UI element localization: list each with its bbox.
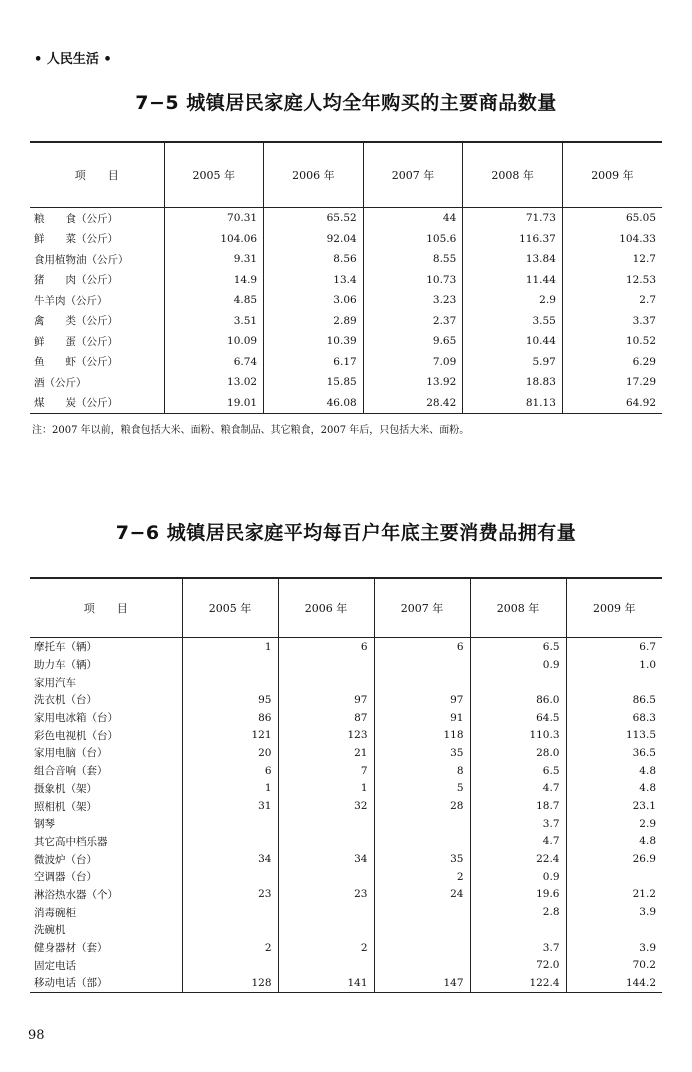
column-header: 2008 年	[463, 142, 563, 208]
row-label: 鱼 虾（公斤）	[34, 356, 118, 369]
cell-value: 8.56	[264, 249, 364, 270]
cell-value: 7.09	[363, 352, 463, 373]
cell-value	[182, 921, 278, 939]
section-header: • 人民生活 •	[34, 52, 112, 67]
cell-value: 19.01	[164, 393, 264, 414]
cell-value: 6.74	[164, 352, 264, 373]
table1-title: 7−5 城镇居民家庭人均全年购买的主要商品数量	[135, 92, 557, 114]
cell-value: 4.8	[566, 833, 662, 851]
cell-value: 4.8	[566, 762, 662, 780]
cell-value: 10.52	[562, 331, 662, 352]
cell-value: 97	[374, 691, 470, 709]
cell-value	[566, 921, 662, 939]
cell-value: 64.5	[470, 709, 566, 727]
column-header: 2006 年	[278, 578, 374, 638]
cell-value: 110.3	[470, 726, 566, 744]
cell-value: 5.97	[463, 352, 563, 373]
table-row	[30, 709, 662, 727]
cell-value: 17.29	[562, 372, 662, 393]
cell-value: 1	[182, 780, 278, 798]
row-label: 粮 食（公斤）	[34, 212, 118, 225]
row-label: 食用植物油（公斤）	[34, 253, 129, 266]
column-header: 2005 年	[164, 142, 264, 208]
table-row	[30, 974, 662, 992]
page-number: 98	[28, 1028, 45, 1043]
table-row	[30, 270, 662, 291]
cell-value: 3.51	[164, 311, 264, 332]
cell-value	[182, 956, 278, 974]
cell-value: 3.06	[264, 290, 364, 311]
column-header: 2005 年	[182, 578, 278, 638]
table-row	[30, 850, 662, 868]
cell-value: 65.05	[562, 208, 662, 229]
row-label: 彩色电视机（台）	[34, 729, 118, 742]
cell-value: 6	[374, 638, 470, 656]
cell-value: 147	[374, 974, 470, 992]
row-label: 空调器（台）	[34, 871, 97, 884]
cell-value: 65.52	[264, 208, 364, 229]
table1-note: 注：2007 年以前，粮食包括大米、面粉、粮食制品、其它粮食，2007 年后，只包括大米、面粉。	[32, 425, 470, 436]
column-header: 2006 年	[264, 142, 364, 208]
row-label: 家用汽车	[34, 676, 76, 689]
row-label: 牛羊肉（公斤）	[34, 294, 108, 307]
row-label: 鲜 蛋（公斤）	[34, 335, 118, 348]
cell-value: 1.0	[566, 656, 662, 674]
cell-value	[182, 868, 278, 886]
cell-value: 23	[278, 886, 374, 904]
column-header: 项 目	[30, 578, 182, 638]
cell-value: 23.1	[566, 797, 662, 815]
cell-value: 3.7	[470, 939, 566, 957]
table-row	[30, 833, 662, 851]
table-row	[30, 956, 662, 974]
cell-value: 104.06	[164, 229, 264, 250]
cell-value: 10.39	[264, 331, 364, 352]
cell-value: 6.5	[470, 762, 566, 780]
cell-value	[182, 673, 278, 691]
cell-value: 6.17	[264, 352, 364, 373]
cell-value	[374, 921, 470, 939]
cell-value: 8	[374, 762, 470, 780]
cell-value: 116.37	[463, 229, 563, 250]
table2-durables	[30, 577, 662, 993]
table-row	[30, 691, 662, 709]
column-header: 2007 年	[374, 578, 470, 638]
cell-value: 122.4	[470, 974, 566, 992]
table-row	[30, 886, 662, 904]
cell-value: 11.44	[463, 270, 563, 291]
cell-value: 0.9	[470, 656, 566, 674]
column-header: 2009 年	[566, 578, 662, 638]
cell-value: 10.44	[463, 331, 563, 352]
cell-value: 3.9	[566, 939, 662, 957]
row-label: 酒（公斤）	[34, 376, 87, 389]
cell-value	[278, 921, 374, 939]
row-label: 照相机（架）	[34, 800, 97, 813]
table-row	[30, 331, 662, 352]
cell-value: 2.8	[470, 903, 566, 921]
cell-value	[374, 833, 470, 851]
cell-value	[182, 903, 278, 921]
cell-value: 0.9	[470, 868, 566, 886]
cell-value: 3.23	[363, 290, 463, 311]
cell-value: 21.2	[566, 886, 662, 904]
cell-value: 10.09	[164, 331, 264, 352]
table1-header-row	[30, 142, 662, 208]
table-row	[30, 726, 662, 744]
table-row	[30, 797, 662, 815]
cell-value: 6	[182, 762, 278, 780]
cell-value: 35	[374, 744, 470, 762]
table-row	[30, 638, 662, 656]
cell-value: 6.5	[470, 638, 566, 656]
cell-value: 46.08	[264, 393, 364, 414]
column-header: 项 目	[30, 142, 164, 208]
cell-value	[278, 656, 374, 674]
cell-value: 1	[278, 780, 374, 798]
cell-value: 64.92	[562, 393, 662, 414]
cell-value: 2	[374, 868, 470, 886]
cell-value: 70.31	[164, 208, 264, 229]
cell-value: 13.84	[463, 249, 563, 270]
cell-value: 5	[374, 780, 470, 798]
row-label: 移动电话（部）	[30, 974, 182, 992]
cell-value: 144.2	[566, 974, 662, 992]
cell-value: 44	[363, 208, 463, 229]
cell-value: 13.92	[363, 372, 463, 393]
cell-value: 4.7	[470, 780, 566, 798]
cell-value: 15.85	[264, 372, 364, 393]
table2-title: 7−6 城镇居民家庭平均每百户年底主要消费品拥有量	[115, 522, 577, 544]
cell-value: 9.65	[363, 331, 463, 352]
row-label: 健身器材（套）	[34, 942, 108, 955]
cell-value: 86.0	[470, 691, 566, 709]
table2-header-row	[30, 578, 662, 638]
cell-value: 31	[182, 797, 278, 815]
cell-value: 6.7	[566, 638, 662, 656]
table-row	[30, 868, 662, 886]
cell-value: 19.6	[470, 886, 566, 904]
cell-value: 34	[182, 850, 278, 868]
table-row	[30, 939, 662, 957]
cell-value: 14.9	[164, 270, 264, 291]
cell-value	[278, 868, 374, 886]
cell-value: 4.85	[164, 290, 264, 311]
row-label: 淋浴热水器（个）	[34, 888, 118, 901]
column-header: 2008 年	[470, 578, 566, 638]
cell-value: 23	[182, 886, 278, 904]
cell-value: 104.33	[562, 229, 662, 250]
cell-value	[374, 939, 470, 957]
row-label: 其它高中档乐器	[34, 835, 108, 848]
cell-value	[470, 921, 566, 939]
table-row	[30, 311, 662, 332]
table-row	[30, 815, 662, 833]
row-label: 摄象机（架）	[34, 782, 97, 795]
row-label: 组合音响（套）	[34, 765, 108, 778]
cell-value: 26.9	[566, 850, 662, 868]
cell-value: 18.83	[463, 372, 563, 393]
row-label: 洗衣机（台）	[34, 694, 97, 707]
table-row	[30, 290, 662, 311]
row-label: 固定电话	[34, 959, 76, 972]
table-row	[30, 372, 662, 393]
cell-value: 2.9	[463, 290, 563, 311]
cell-value: 141	[278, 974, 374, 992]
cell-value: 70.2	[566, 956, 662, 974]
row-label: 猪 肉（公斤）	[34, 274, 118, 287]
cell-value	[278, 833, 374, 851]
cell-value: 92.04	[264, 229, 364, 250]
cell-value: 86.5	[566, 691, 662, 709]
cell-value: 6.29	[562, 352, 662, 373]
table-row	[30, 393, 662, 414]
row-label: 助力车（辆）	[34, 659, 97, 672]
cell-value	[374, 815, 470, 833]
table-row	[30, 762, 662, 780]
cell-value: 72.0	[470, 956, 566, 974]
row-label: 摩托车（辆）	[34, 641, 97, 654]
cell-value: 91	[374, 709, 470, 727]
cell-value	[278, 903, 374, 921]
cell-value: 2.37	[363, 311, 463, 332]
cell-value: 13.4	[264, 270, 364, 291]
cell-value: 123	[278, 726, 374, 744]
cell-value: 2.7	[562, 290, 662, 311]
cell-value: 9.31	[164, 249, 264, 270]
column-header: 2009 年	[562, 142, 662, 208]
cell-value: 95	[182, 691, 278, 709]
table-row	[30, 903, 662, 921]
cell-value: 13.02	[164, 372, 264, 393]
cell-value: 3.55	[463, 311, 563, 332]
cell-value: 121	[182, 726, 278, 744]
cell-value	[566, 868, 662, 886]
cell-value: 12.53	[562, 270, 662, 291]
cell-value: 35	[374, 850, 470, 868]
table1-purchases	[30, 141, 662, 414]
cell-value: 28.42	[363, 393, 463, 414]
table-row	[30, 249, 662, 270]
row-label: 禽 类（公斤）	[34, 315, 118, 328]
table-row	[30, 352, 662, 373]
cell-value: 36.5	[566, 744, 662, 762]
cell-value: 28.0	[470, 744, 566, 762]
cell-value: 81.13	[463, 393, 563, 414]
table-row	[30, 780, 662, 798]
cell-value	[374, 956, 470, 974]
row-label: 鲜 菜（公斤）	[34, 233, 118, 246]
cell-value: 87	[278, 709, 374, 727]
cell-value: 3.9	[566, 903, 662, 921]
cell-value: 118	[374, 726, 470, 744]
cell-value: 113.5	[566, 726, 662, 744]
cell-value: 22.4	[470, 850, 566, 868]
cell-value	[374, 903, 470, 921]
table-row	[30, 208, 662, 229]
cell-value	[374, 656, 470, 674]
cell-value: 12.7	[562, 249, 662, 270]
table-row	[30, 673, 662, 691]
cell-value: 7	[278, 762, 374, 780]
table-row	[30, 656, 662, 674]
cell-value: 2.89	[264, 311, 364, 332]
column-header: 2007 年	[363, 142, 463, 208]
cell-value	[182, 656, 278, 674]
cell-value: 3.7	[470, 815, 566, 833]
row-label: 煤 炭（公斤）	[30, 393, 164, 414]
cell-value: 32	[278, 797, 374, 815]
cell-value: 97	[278, 691, 374, 709]
row-label: 微波炉（台）	[34, 853, 97, 866]
cell-value: 105.6	[363, 229, 463, 250]
cell-value: 28	[374, 797, 470, 815]
row-label: 洗碗机	[34, 924, 66, 937]
cell-value: 24	[374, 886, 470, 904]
cell-value	[566, 673, 662, 691]
row-label: 消毒碗柜	[34, 906, 76, 919]
cell-value: 4.7	[470, 833, 566, 851]
cell-value	[278, 956, 374, 974]
table-row	[30, 921, 662, 939]
row-label: 家用电脑（台）	[34, 747, 108, 760]
cell-value: 10.73	[363, 270, 463, 291]
cell-value	[470, 673, 566, 691]
cell-value	[278, 815, 374, 833]
cell-value	[182, 815, 278, 833]
cell-value: 3.37	[562, 311, 662, 332]
cell-value	[374, 673, 470, 691]
cell-value: 20	[182, 744, 278, 762]
table-row	[30, 229, 662, 250]
cell-value: 8.55	[363, 249, 463, 270]
cell-value	[182, 833, 278, 851]
cell-value: 128	[182, 974, 278, 992]
cell-value: 34	[278, 850, 374, 868]
cell-value: 86	[182, 709, 278, 727]
cell-value: 4.8	[566, 780, 662, 798]
table-row	[30, 744, 662, 762]
cell-value: 71.73	[463, 208, 563, 229]
cell-value	[278, 673, 374, 691]
cell-value: 21	[278, 744, 374, 762]
cell-value: 2	[278, 939, 374, 957]
cell-value: 2.9	[566, 815, 662, 833]
row-label: 家用电冰箱（台）	[34, 712, 118, 725]
cell-value: 2	[182, 939, 278, 957]
cell-value: 6	[278, 638, 374, 656]
cell-value: 18.7	[470, 797, 566, 815]
cell-value: 68.3	[566, 709, 662, 727]
row-label: 钢琴	[34, 818, 55, 831]
cell-value: 1	[182, 638, 278, 656]
